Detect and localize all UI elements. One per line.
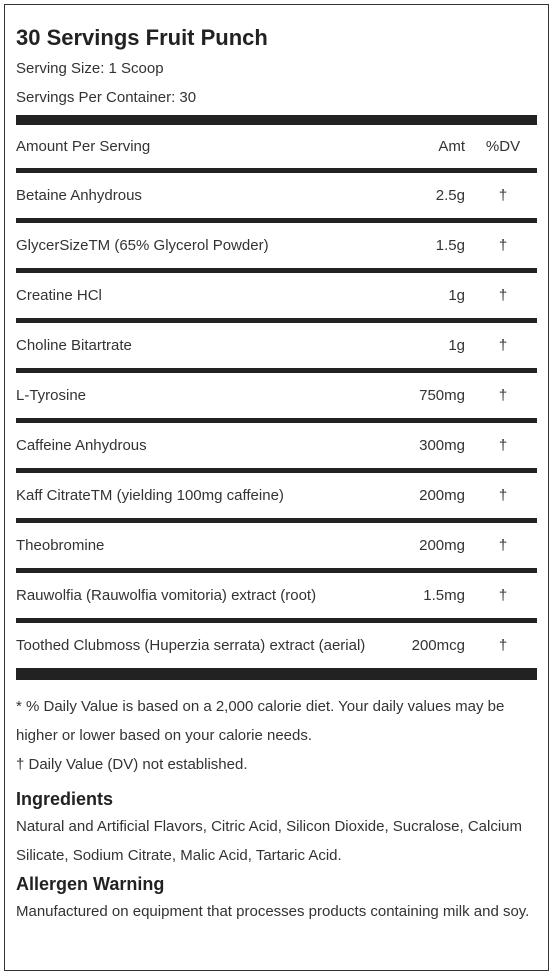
thick-divider-bottom [16, 668, 537, 680]
ingredient-name: Toothed Clubmoss (Huperzia serrata) extract (aerial) [16, 637, 366, 654]
header-amount-per-serving: Amount Per Serving [16, 138, 151, 155]
ingredient-name: Betaine Anhydrous [16, 187, 142, 204]
ingredient-dv: † [498, 537, 508, 554]
ingredient-amount: 300mg [419, 437, 465, 454]
ingredient-name: Caffeine Anhydrous [16, 437, 147, 454]
ingredient-dv: † [498, 237, 508, 254]
table-row [16, 573, 537, 623]
table-row [16, 623, 537, 668]
table-row [16, 373, 537, 423]
allergen-warning-heading: Allergen Warning [16, 874, 165, 894]
supplement-facts-panel [4, 4, 549, 971]
ingredient-amount: 2.5g [435, 187, 465, 204]
ingredient-dv: † [498, 637, 508, 654]
ingredient-dv: † [498, 587, 508, 604]
ingredient-dv: † [498, 187, 508, 204]
ingredient-dv: † [498, 337, 508, 354]
ingredient-dv: † [498, 387, 508, 404]
ingredient-name: Theobromine [16, 537, 105, 554]
ingredient-amount: 1g [448, 287, 465, 304]
ingredient-dv: † [498, 287, 508, 304]
allergen-warning-text: Manufactured on equipment that processes products containing milk and soy. [16, 903, 530, 920]
ingredient-amount: 200mcg [411, 637, 465, 654]
table-row [16, 223, 537, 273]
ingredient-name: Rauwolfia (Rauwolfia vomitoria) extract (root) [16, 587, 317, 604]
ingredient-name: Kaff CitrateTM (yielding 100mg caffeine) [16, 487, 284, 504]
serving-size: Serving Size: 1 Scoop [16, 60, 164, 77]
product-title: 30 Servings Fruit Punch [16, 25, 268, 50]
table-row [16, 473, 537, 523]
table-row [16, 273, 537, 323]
ingredient-amount: 1.5g [435, 237, 465, 254]
table-row [16, 173, 537, 223]
supplement-facts-content [16, 5, 537, 926]
table-header-row [16, 125, 537, 173]
dv-not-established-note: † Daily Value (DV) not established. [16, 756, 248, 773]
ingredient-name: Creatine HCl [16, 287, 102, 304]
servings-per-container: Servings Per Container: 30 [16, 89, 197, 106]
ingredient-dv: † [498, 487, 508, 504]
ingredient-name: Choline Bitartrate [16, 337, 132, 354]
ingredient-amount: 750mg [419, 387, 465, 404]
header-amt: Amt [438, 138, 465, 155]
table-row [16, 323, 537, 373]
ingredient-amount: 1g [448, 337, 465, 354]
ingredient-name: GlycerSizeTM (65% Glycerol Powder) [16, 237, 269, 254]
header-dv: %DV [485, 138, 521, 155]
daily-value-footnote: * % Daily Value is based on a 2,000 calorie diet. Your daily values may be higher or lower based on your calorie needs. [16, 698, 505, 744]
ingredient-amount: 1.5mg [423, 587, 465, 604]
ingredients-text: Natural and Artificial Flavors, Citric Acid, Silicon Dioxide, Sucralose, Calcium Silicate, Sodium Citrate, Malic Acid, Tartaric Acid. [16, 818, 523, 864]
thick-divider [16, 115, 537, 125]
ingredient-amount: 200mg [419, 487, 465, 504]
table-row [16, 523, 537, 573]
ingredient-name: L-Tyrosine [16, 387, 87, 404]
ingredient-amount: 200mg [419, 537, 465, 554]
ingredients-heading: Ingredients [16, 789, 114, 809]
table-row [16, 423, 537, 473]
ingredient-dv: † [498, 437, 508, 454]
